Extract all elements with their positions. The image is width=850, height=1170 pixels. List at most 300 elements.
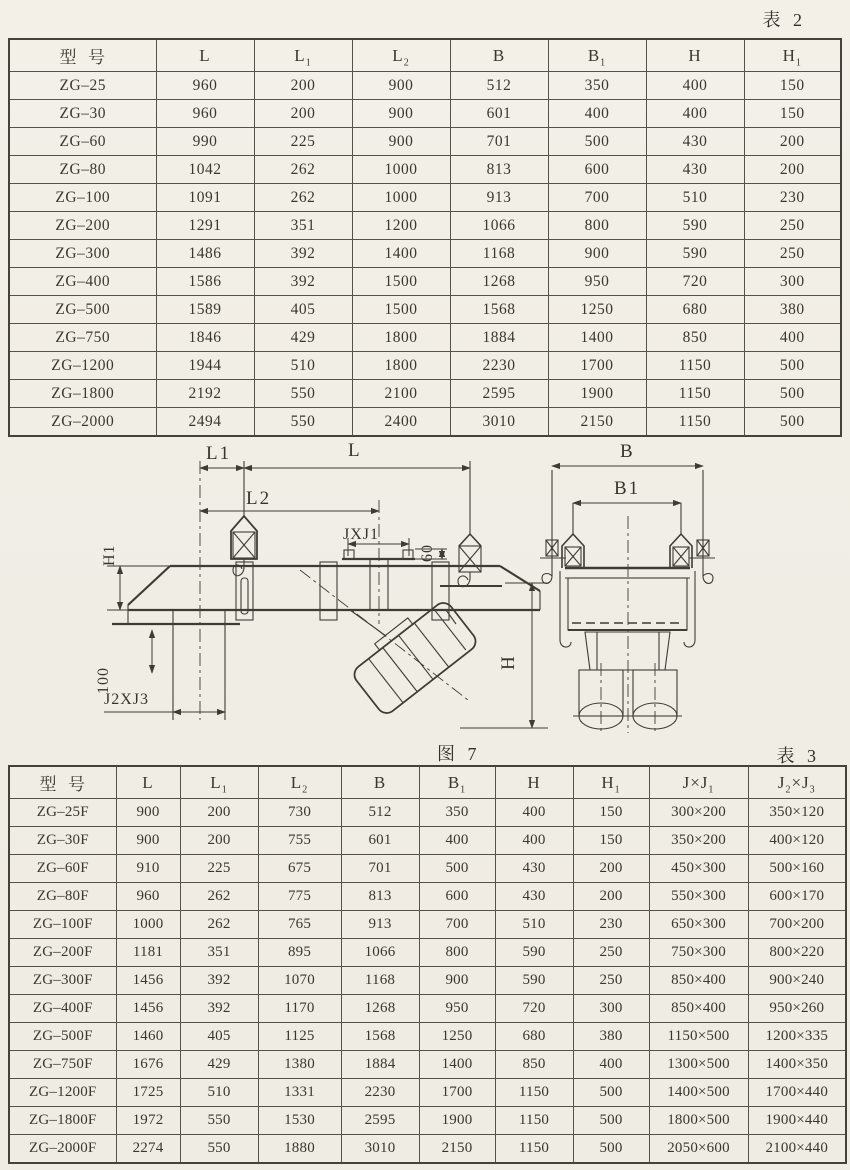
model-cell: ZG–2000F — [9, 1135, 116, 1164]
value-cell: 200 — [180, 799, 258, 827]
column-header: $L_1$ — [254, 39, 352, 72]
table-row — [9, 1051, 846, 1079]
value-cell: 1150 — [646, 352, 744, 380]
model-cell: ZG–30 — [9, 100, 156, 128]
model-cell: ZG–25F — [9, 799, 116, 827]
value-cell: 1884 — [450, 324, 548, 352]
hanger-rod-icon — [689, 470, 715, 583]
value-cell: 2595 — [341, 1107, 419, 1135]
table-row — [9, 100, 841, 128]
value-cell: 500 — [548, 128, 646, 156]
dimension-table-3 — [8, 765, 847, 1164]
value-cell: 1700 — [419, 1079, 495, 1107]
model-cell: ZG–750 — [9, 324, 156, 352]
value-cell: 400 — [548, 100, 646, 128]
model-cell: ZG–100 — [9, 184, 156, 212]
table-row — [9, 296, 841, 324]
value-cell: 1400×500 — [649, 1079, 748, 1107]
value-cell: 512 — [341, 799, 419, 827]
table-row — [9, 939, 846, 967]
value-cell: 850 — [495, 1051, 573, 1079]
table-row — [9, 855, 846, 883]
value-cell: 200 — [744, 128, 841, 156]
table-row — [9, 827, 846, 855]
value-cell: 2192 — [156, 380, 254, 408]
table2-caption: 表 2 — [762, 10, 806, 30]
value-cell: 750×300 — [649, 939, 748, 967]
model-cell: ZG–60F — [9, 855, 116, 883]
value-cell: 650×300 — [649, 911, 748, 939]
value-cell: 430 — [646, 128, 744, 156]
value-cell: 850×400 — [649, 967, 748, 995]
table-row — [9, 911, 846, 939]
value-cell: 601 — [450, 100, 548, 128]
value-cell: 2595 — [450, 380, 548, 408]
table3-caption: 表 3 — [776, 746, 820, 766]
value-cell: 765 — [258, 911, 341, 939]
value-cell: 900 — [352, 128, 450, 156]
value-cell: 2230 — [450, 352, 548, 380]
value-cell: 550 — [180, 1107, 258, 1135]
value-cell: 400 — [744, 324, 841, 352]
value-cell: 200 — [254, 100, 352, 128]
value-cell: 600 — [419, 883, 495, 911]
value-cell: 680 — [495, 1023, 573, 1051]
dim-label-j2xj3: J2XJ3 — [104, 691, 150, 708]
table-row — [9, 1023, 846, 1051]
value-cell: 1000 — [116, 911, 180, 939]
table-row — [9, 1079, 846, 1107]
model-cell: ZG–2000 — [9, 408, 156, 437]
value-cell: 2100×440 — [748, 1135, 846, 1164]
value-cell: 1568 — [450, 296, 548, 324]
spring-hanger-icon — [670, 503, 692, 568]
value-cell: 262 — [254, 184, 352, 212]
column-header: $H_1$ — [573, 766, 649, 799]
model-cell: ZG–400 — [9, 268, 156, 296]
value-cell: 1530 — [258, 1107, 341, 1135]
value-cell: 1944 — [156, 352, 254, 380]
model-cell: ZG–30F — [9, 827, 116, 855]
value-cell: 1200×335 — [748, 1023, 846, 1051]
value-cell: 1125 — [258, 1023, 341, 1051]
value-cell: 405 — [180, 1023, 258, 1051]
value-cell: 1486 — [156, 240, 254, 268]
value-cell: 1500 — [352, 296, 450, 324]
dim-label-h: H — [498, 654, 519, 670]
value-cell: 380 — [744, 296, 841, 324]
value-cell: 2400 — [352, 408, 450, 437]
column-header: $H_1$ — [744, 39, 841, 72]
value-cell: 960 — [156, 72, 254, 100]
value-cell: 590 — [646, 212, 744, 240]
column-header: H — [495, 766, 573, 799]
dim-label-b1: B1 — [614, 478, 641, 499]
value-cell: 950 — [419, 995, 495, 1023]
table-row — [9, 883, 846, 911]
table-row — [9, 967, 846, 995]
value-cell: 1250 — [548, 296, 646, 324]
value-cell: 1000 — [352, 156, 450, 184]
value-cell: 900 — [352, 72, 450, 100]
value-cell: 500 — [419, 855, 495, 883]
value-cell: 800 — [419, 939, 495, 967]
value-cell: 1700 — [548, 352, 646, 380]
value-cell: 1066 — [450, 212, 548, 240]
value-cell: 2150 — [548, 408, 646, 437]
value-cell: 392 — [254, 268, 352, 296]
value-cell: 900 — [116, 827, 180, 855]
value-cell: 680 — [646, 296, 744, 324]
value-cell: 1150 — [495, 1107, 573, 1135]
value-cell: 700×200 — [748, 911, 846, 939]
column-header: 型 号 — [9, 39, 156, 72]
value-cell: 1150 — [495, 1079, 573, 1107]
table-row — [9, 212, 841, 240]
value-cell: 1400×350 — [748, 1051, 846, 1079]
value-cell: 900×240 — [748, 967, 846, 995]
vibrator-motor — [346, 593, 480, 717]
table-row — [9, 268, 841, 296]
model-cell: ZG–300 — [9, 240, 156, 268]
value-cell: 400 — [419, 827, 495, 855]
value-cell: 1800×500 — [649, 1107, 748, 1135]
model-cell: ZG–80 — [9, 156, 156, 184]
value-cell: 1456 — [116, 967, 180, 995]
value-cell: 900 — [352, 100, 450, 128]
value-cell: 1268 — [341, 995, 419, 1023]
dim-label-l1: L1 — [206, 443, 232, 464]
value-cell: 200 — [180, 827, 258, 855]
dim-label-l2: L2 — [246, 488, 272, 509]
value-cell: 350 — [548, 72, 646, 100]
value-cell: 800 — [548, 212, 646, 240]
table-row — [9, 380, 841, 408]
value-cell: 1170 — [258, 995, 341, 1023]
model-cell: ZG–100F — [9, 911, 116, 939]
model-cell: ZG–60 — [9, 128, 156, 156]
value-cell: 550 — [254, 408, 352, 437]
value-cell: 200 — [573, 855, 649, 883]
value-cell: 512 — [450, 72, 548, 100]
column-header: $L_2$ — [352, 39, 450, 72]
model-cell: ZG–400F — [9, 995, 116, 1023]
value-cell: 910 — [116, 855, 180, 883]
value-cell: 1400 — [352, 240, 450, 268]
value-cell: 1150×500 — [649, 1023, 748, 1051]
column-header: $J\times J_1$ — [649, 766, 748, 799]
value-cell: 429 — [254, 324, 352, 352]
value-cell: 1168 — [341, 967, 419, 995]
value-cell: 400×120 — [748, 827, 846, 855]
value-cell: 1066 — [341, 939, 419, 967]
value-cell: 1589 — [156, 296, 254, 324]
value-cell: 850 — [646, 324, 744, 352]
model-cell: ZG–1800 — [9, 380, 156, 408]
value-cell: 1884 — [341, 1051, 419, 1079]
value-cell: 500 — [573, 1107, 649, 1135]
value-cell: 1676 — [116, 1051, 180, 1079]
value-cell: 250 — [744, 240, 841, 268]
model-cell: ZG–500F — [9, 1023, 116, 1051]
value-cell: 590 — [495, 967, 573, 995]
vibrating-feeder-drawing — [0, 428, 850, 740]
value-cell: 400 — [646, 72, 744, 100]
model-cell: ZG–80F — [9, 883, 116, 911]
value-cell: 1800 — [352, 324, 450, 352]
value-cell: 1300×500 — [649, 1051, 748, 1079]
value-cell: 1700×440 — [748, 1079, 846, 1107]
value-cell: 262 — [180, 911, 258, 939]
value-cell: 250 — [744, 212, 841, 240]
value-cell: 3010 — [341, 1135, 419, 1164]
value-cell: 701 — [450, 128, 548, 156]
value-cell: 392 — [180, 967, 258, 995]
table-row — [9, 1107, 846, 1135]
value-cell: 1460 — [116, 1023, 180, 1051]
value-cell: 950 — [548, 268, 646, 296]
value-cell: 150 — [573, 827, 649, 855]
technical-drawing-figure — [0, 428, 850, 740]
model-cell: ZG–500 — [9, 296, 156, 324]
table-row — [9, 184, 841, 212]
value-cell: 1181 — [116, 939, 180, 967]
value-cell: 400 — [495, 799, 573, 827]
value-cell: 1091 — [156, 184, 254, 212]
value-cell: 1070 — [258, 967, 341, 995]
value-cell: 350×120 — [748, 799, 846, 827]
dimension-table-2 — [8, 38, 842, 437]
value-cell: 351 — [180, 939, 258, 967]
figure-caption: 图 7 — [437, 744, 481, 764]
table-header-row — [9, 766, 846, 799]
value-cell: 150 — [573, 799, 649, 827]
side-view-drawing — [104, 461, 548, 728]
value-cell: 1000 — [352, 184, 450, 212]
value-cell: 960 — [156, 100, 254, 128]
column-header: $J_2\times J_3$ — [748, 766, 846, 799]
dim-label-jxj1: JXJ1 — [343, 526, 380, 543]
value-cell: 500 — [573, 1079, 649, 1107]
value-cell: 1846 — [156, 324, 254, 352]
value-cell: 300×200 — [649, 799, 748, 827]
value-cell: 150 — [744, 72, 841, 100]
model-cell: ZG–750F — [9, 1051, 116, 1079]
value-cell: 3010 — [450, 408, 548, 437]
value-cell: 895 — [258, 939, 341, 967]
value-cell: 700 — [548, 184, 646, 212]
value-cell: 200 — [744, 156, 841, 184]
value-cell: 1150 — [646, 380, 744, 408]
table-row — [9, 324, 841, 352]
column-header: 型 号 — [9, 766, 116, 799]
value-cell: 601 — [341, 827, 419, 855]
value-cell: 701 — [341, 855, 419, 883]
column-header: $L_2$ — [258, 766, 341, 799]
value-cell: 400 — [646, 100, 744, 128]
value-cell: 775 — [258, 883, 341, 911]
value-cell: 380 — [573, 1023, 649, 1051]
model-cell: ZG–200F — [9, 939, 116, 967]
model-cell: ZG–300F — [9, 967, 116, 995]
value-cell: 1150 — [495, 1135, 573, 1164]
model-cell: ZG–200 — [9, 212, 156, 240]
value-cell: 960 — [116, 883, 180, 911]
value-cell: 150 — [744, 100, 841, 128]
dim-label-l: L — [348, 440, 362, 461]
value-cell: 250 — [573, 939, 649, 967]
dim-label-h1: H1 — [101, 544, 118, 566]
value-cell: 300 — [744, 268, 841, 296]
value-cell: 392 — [180, 995, 258, 1023]
value-cell: 510 — [495, 911, 573, 939]
value-cell: 600×170 — [748, 883, 846, 911]
value-cell: 262 — [180, 883, 258, 911]
value-cell: 200 — [254, 72, 352, 100]
column-header: B — [450, 39, 548, 72]
value-cell: 230 — [744, 184, 841, 212]
value-cell: 400 — [495, 827, 573, 855]
value-cell: 600 — [548, 156, 646, 184]
value-cell: 900 — [116, 799, 180, 827]
value-cell: 351 — [254, 212, 352, 240]
value-cell: 850×400 — [649, 995, 748, 1023]
table-row — [9, 1135, 846, 1164]
table-row — [9, 240, 841, 268]
value-cell: 1250 — [419, 1023, 495, 1051]
value-cell: 225 — [254, 128, 352, 156]
value-cell: 300 — [573, 995, 649, 1023]
value-cell: 430 — [495, 855, 573, 883]
value-cell: 1291 — [156, 212, 254, 240]
value-cell: 250 — [573, 967, 649, 995]
value-cell: 1331 — [258, 1079, 341, 1107]
column-header: $L_1$ — [180, 766, 258, 799]
value-cell: 1380 — [258, 1051, 341, 1079]
value-cell: 2274 — [116, 1135, 180, 1164]
value-cell: 900 — [419, 967, 495, 995]
table-row — [9, 156, 841, 184]
dim-label-100: 100 — [95, 667, 112, 694]
value-cell: 430 — [495, 883, 573, 911]
value-cell: 2100 — [352, 380, 450, 408]
value-cell: 1168 — [450, 240, 548, 268]
value-cell: 429 — [180, 1051, 258, 1079]
value-cell: 990 — [156, 128, 254, 156]
value-cell: 900 — [548, 240, 646, 268]
value-cell: 500 — [573, 1135, 649, 1164]
value-cell: 550 — [180, 1135, 258, 1164]
value-cell: 230 — [573, 911, 649, 939]
value-cell: 1500 — [352, 268, 450, 296]
table-row — [9, 128, 841, 156]
value-cell: 500 — [744, 380, 841, 408]
value-cell: 1042 — [156, 156, 254, 184]
table-row — [9, 352, 841, 380]
value-cell: 2230 — [341, 1079, 419, 1107]
dim-label-b: B — [620, 441, 635, 462]
value-cell: 1900 — [419, 1107, 495, 1135]
value-cell: 1880 — [258, 1135, 341, 1164]
value-cell: 550 — [254, 380, 352, 408]
value-cell: 510 — [254, 352, 352, 380]
value-cell: 450×300 — [649, 855, 748, 883]
value-cell: 1725 — [116, 1079, 180, 1107]
column-header: $B_1$ — [419, 766, 495, 799]
value-cell: 1900 — [548, 380, 646, 408]
table-row — [9, 72, 841, 100]
value-cell: 800×220 — [748, 939, 846, 967]
value-cell: 225 — [180, 855, 258, 883]
value-cell: 510 — [646, 184, 744, 212]
value-cell: 1200 — [352, 212, 450, 240]
value-cell: 813 — [341, 883, 419, 911]
value-cell: 510 — [180, 1079, 258, 1107]
value-cell: 1972 — [116, 1107, 180, 1135]
value-cell: 720 — [646, 268, 744, 296]
value-cell: 550×300 — [649, 883, 748, 911]
value-cell: 400 — [573, 1051, 649, 1079]
spring-hanger-icon — [231, 461, 257, 576]
table-row — [9, 799, 846, 827]
column-header: B — [341, 766, 419, 799]
value-cell: 1150 — [646, 408, 744, 437]
value-cell: 200 — [573, 883, 649, 911]
table-header-row — [9, 39, 841, 72]
column-header: L — [156, 39, 254, 72]
value-cell: 1568 — [341, 1023, 419, 1051]
value-cell: 350 — [419, 799, 495, 827]
value-cell: 913 — [341, 911, 419, 939]
model-cell: ZG–1200 — [9, 352, 156, 380]
dim-label-60: 60 — [419, 544, 436, 562]
value-cell: 720 — [495, 995, 573, 1023]
value-cell: 500 — [744, 352, 841, 380]
value-cell: 730 — [258, 799, 341, 827]
value-cell: 430 — [646, 156, 744, 184]
value-cell: 590 — [495, 939, 573, 967]
value-cell: 392 — [254, 240, 352, 268]
value-cell: 590 — [646, 240, 744, 268]
value-cell: 1268 — [450, 268, 548, 296]
column-header: L — [116, 766, 180, 799]
value-cell: 1800 — [352, 352, 450, 380]
value-cell: 262 — [254, 156, 352, 184]
model-cell: ZG–25 — [9, 72, 156, 100]
value-cell: 950×260 — [748, 995, 846, 1023]
model-cell: ZG–1800F — [9, 1107, 116, 1135]
value-cell: 700 — [419, 911, 495, 939]
model-cell: ZG–1200F — [9, 1079, 116, 1107]
value-cell: 350×200 — [649, 827, 748, 855]
value-cell: 405 — [254, 296, 352, 324]
value-cell: 2150 — [419, 1135, 495, 1164]
value-cell: 2494 — [156, 408, 254, 437]
value-cell: 500 — [744, 408, 841, 437]
value-cell: 2050×600 — [649, 1135, 748, 1164]
value-cell: 1900×440 — [748, 1107, 846, 1135]
column-header: H — [646, 39, 744, 72]
value-cell: 913 — [450, 184, 548, 212]
value-cell: 813 — [450, 156, 548, 184]
front-view-drawing — [540, 466, 715, 733]
table-row — [9, 995, 846, 1023]
value-cell: 675 — [258, 855, 341, 883]
value-cell: 755 — [258, 827, 341, 855]
value-cell: 1400 — [548, 324, 646, 352]
value-cell: 1456 — [116, 995, 180, 1023]
value-cell: 1400 — [419, 1051, 495, 1079]
